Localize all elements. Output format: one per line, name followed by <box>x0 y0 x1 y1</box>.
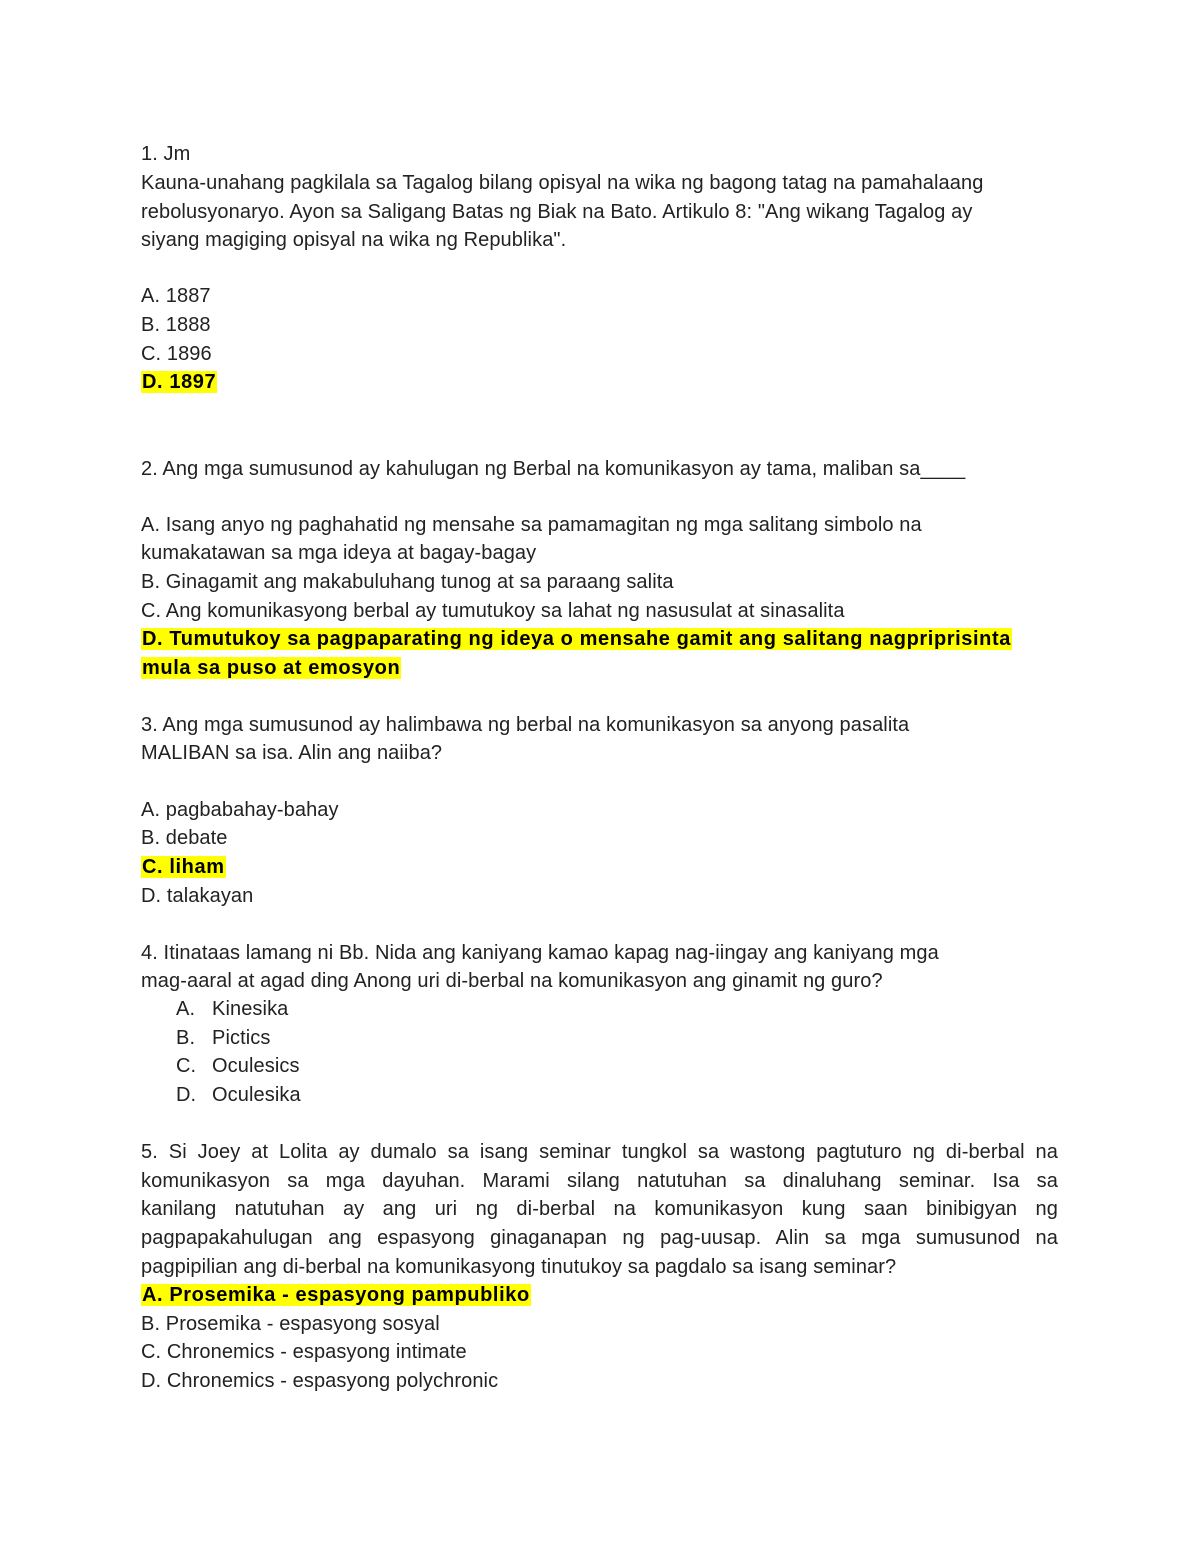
q4-choice-c <box>176 1052 300 1080</box>
q3-question: 3. Ang mga sumusunod ay halimbawa ng berbal na komunikasyon sa anyong pasalita <box>141 714 910 736</box>
q4-choice-text: Oculesics <box>212 1055 300 1077</box>
q5-question-cont: pagpapakahulugan ang espasyong ginaganapan ng pag-uusap. Alin sa mga sumusunod na <box>141 1227 1058 1249</box>
q1-choice-c: C. 1896 <box>141 343 212 365</box>
q3-question-cont: MALIBAN sa isa. Alin ang naiiba? <box>141 742 443 764</box>
q2-answer <box>141 625 1012 653</box>
q3-choice-d: D. talakayan <box>141 885 254 907</box>
q1-text-line: siyang magiging opisyal na wika ng Republika". <box>141 229 567 251</box>
q1-text-line: Kauna-unahang pagkilala sa Tagalog bilang opisyal na wika ng bagong tatag na pamahalaang <box>141 172 984 194</box>
q4-question: 4. Itinataas lamang ni Bb. Nida ang kaniyang kamao kapag nag-iingay ang kaniyang mga <box>141 942 939 964</box>
q2-choice-c: C. Ang komunikasyong berbal ay tumutukoy sa lahat ng nasusulat at sinasalita <box>141 600 845 622</box>
q4-choice-letter: D. <box>176 1084 197 1106</box>
q5-question-cont: komunikasyon sa mga dayuhan. Marami silang natutuhan sa dinaluhang seminar. Isa sa <box>141 1170 1058 1192</box>
q4-choice-d <box>176 1081 301 1109</box>
q4-choice-letter: C. <box>176 1055 197 1077</box>
q5-question: 5. Si Joey at Lolita ay dumalo sa isang seminar tungkol sa wastong pagtuturo ng di-berbal na <box>141 1141 1058 1163</box>
q1-choice-b: B. 1888 <box>141 314 211 336</box>
q4-choice-letter: B. <box>176 1027 196 1049</box>
q3-choice-b: B. debate <box>141 827 228 849</box>
q1-answer <box>141 368 217 396</box>
q2-choice-a: A. Isang anyo ng paghahatid ng mensahe sa pamamagitan ng mga salitang simbolo na <box>141 514 922 536</box>
q1-heading: 1. Jm <box>141 143 191 165</box>
q3-choice-a: A. pagbabahay-bahay <box>141 799 339 821</box>
q1-choice-a: A. 1887 <box>141 285 211 307</box>
q1-answer-highlight: D. 1897 <box>142 371 217 393</box>
q1-text-line: rebolusyonaryo. Ayon sa Saligang Batas ng Biak na Bato. Artikulo 8: "Ang wikang Tagalog ay <box>141 201 973 223</box>
q2-answer-highlight: mula sa puso at emosyon <box>142 657 401 679</box>
q4-choice-b <box>176 1024 270 1052</box>
q5-question-last: pagpipilian ang di-berbal na komunikasyong tinutukoy sa pagdalo sa isang seminar? <box>141 1256 897 1278</box>
q5-answer-highlight: A. Prosemika - espasyong pampubliko <box>142 1284 530 1306</box>
q4-choice-text: Kinesika <box>212 998 289 1020</box>
q3-answer-highlight: C. liham <box>142 856 225 878</box>
q3-answer <box>141 853 226 881</box>
q2-question: 2. Ang mga sumusunod ay kahulugan ng Berbal na komunikasyon ay tama, maliban sa____ <box>141 458 966 480</box>
q4-choice-text: Oculesika <box>212 1084 301 1106</box>
q2-choice-a-cont: kumakatawan sa mga ideya at bagay-bagay <box>141 542 537 564</box>
q4-choice-letter: A. <box>176 998 196 1020</box>
q4-question-cont: mag-aaral at agad ding Anong uri di-berbal na komunikasyon ang ginamit ng guro? <box>141 970 883 992</box>
q5-choice-b: B. Prosemika - espasyong sosyal <box>141 1313 440 1335</box>
q5-question-cont: kanilang natutuhan ay ang uri ng di-berbal na komunikasyon kung saan binibigyan ng <box>141 1198 1058 1220</box>
q2-answer-highlight: D. Tumutukoy sa pagpaparating ng ideya o mensahe gamit ang salitang nagpriprisinta <box>142 628 1011 650</box>
q5-choice-d: D. Chronemics - espasyong polychronic <box>141 1370 499 1392</box>
q2-choice-b: B. Ginagamit ang makabuluhang tunog at sa paraang salita <box>141 571 674 593</box>
q5-choice-c: C. Chronemics - espasyong intimate <box>141 1341 467 1363</box>
q5-answer <box>141 1281 531 1309</box>
q2-answer-cont <box>141 654 401 682</box>
q4-choice-text: Pictics <box>212 1027 271 1049</box>
q4-choice-a <box>176 995 288 1023</box>
